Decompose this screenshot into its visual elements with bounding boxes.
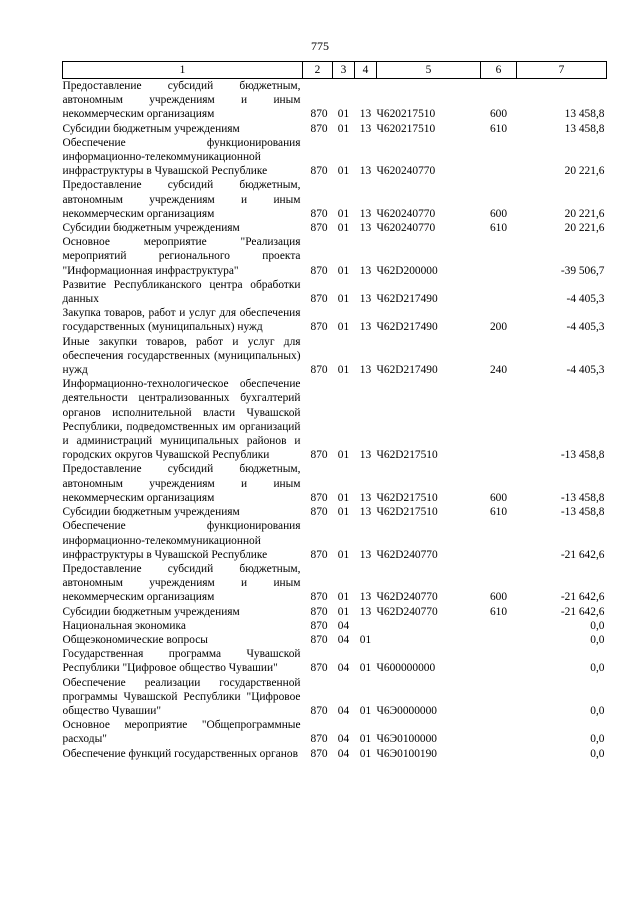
row-code: 870 [310, 321, 328, 334]
row-code: 870 [310, 122, 328, 135]
row-target-article: Ч62D200000 [376, 264, 438, 277]
row-subsection: 13 [359, 264, 372, 277]
row-name: Субсидии бюджетным учреждениям [62, 222, 240, 235]
row-sum: 0,0 [590, 619, 605, 632]
row-section: 01 [337, 122, 350, 135]
table-row [63, 462, 607, 505]
header-cell-2: 2 [303, 62, 333, 79]
row-name: Государственная программа Чувашской Республики "Цифровое общество Чувашии" [62, 648, 301, 675]
row-sum: -21 642,6 [560, 605, 605, 618]
row-expense-type [481, 676, 517, 719]
row-code: 870 [310, 222, 328, 235]
table-row [63, 335, 607, 378]
row-expense-type [481, 519, 517, 562]
row-sum: 13 458,8 [564, 122, 605, 135]
row-target-article: Ч620217510 [376, 122, 436, 135]
table-row [63, 676, 607, 719]
row-code: 870 [310, 506, 328, 519]
row-expense-type: 240 [489, 364, 508, 377]
row-name: Субсидии бюджетным учреждениям [62, 605, 240, 618]
row-name: Основное мероприятие "Реализация мероприятий регионального проекта "Информационная инфраструктура" [62, 236, 301, 277]
row-code: 870 [310, 108, 328, 121]
row-sum: 20 221,6 [564, 207, 605, 220]
row-target-article: Ч600000000 [376, 662, 436, 675]
row-expense-type: 600 [489, 491, 508, 504]
row-code: 870 [310, 733, 328, 746]
row-expense-type [481, 619, 517, 633]
row-sum: -39 506,7 [560, 264, 605, 277]
row-sum: -13 458,8 [560, 506, 605, 519]
row-code: 870 [310, 207, 328, 220]
row-sum: -4 405,3 [566, 321, 605, 334]
row-section: 04 [337, 633, 350, 646]
row-name: Обеспечение реализации государственной программы Чувашской Республики "Цифровое общество Чувашии" [62, 676, 301, 717]
row-target-article: Ч62D217490 [376, 364, 438, 377]
row-expense-type [481, 136, 517, 179]
row-name: Основное мероприятие "Общепрограммные расходы" [62, 719, 301, 746]
row-target-article [377, 633, 481, 647]
row-code: 870 [310, 264, 328, 277]
row-section: 01 [337, 165, 350, 178]
row-expense-type: 600 [489, 108, 508, 121]
row-code: 870 [310, 662, 328, 675]
table-row [63, 619, 607, 633]
row-target-article: Ч62D240770 [376, 591, 438, 604]
row-subsection: 13 [359, 222, 372, 235]
table-row [63, 562, 607, 605]
row-name: Предоставление субсидий бюджетным, автономным учреждениям и иным некоммерческим организациям [62, 562, 301, 604]
row-target-article: Ч62D240770 [376, 605, 438, 618]
row-section: 01 [337, 264, 350, 277]
row-subsection: 13 [359, 591, 372, 604]
row-expense-type: 610 [489, 605, 508, 618]
row-target-article: Ч620240770 [376, 165, 436, 178]
row-subsection: 13 [359, 108, 372, 121]
table-row [63, 221, 607, 235]
row-subsection: 13 [359, 207, 372, 220]
row-code: 870 [310, 591, 328, 604]
row-target-article: Ч6Э0000000 [376, 704, 437, 717]
row-code: 870 [310, 619, 328, 632]
row-subsection [355, 619, 377, 633]
row-subsection: 13 [359, 364, 372, 377]
row-code: 870 [310, 704, 328, 717]
row-expense-type: 600 [489, 207, 508, 220]
row-subsection: 01 [359, 662, 372, 675]
row-section: 01 [337, 491, 350, 504]
table-row [63, 136, 607, 179]
row-code: 870 [310, 605, 328, 618]
row-section: 01 [337, 548, 350, 561]
row-section: 01 [337, 591, 350, 604]
row-name: Субсидии бюджетным учреждениям [62, 506, 240, 519]
row-section: 04 [337, 662, 350, 675]
row-section: 01 [337, 605, 350, 618]
row-target-article: Ч620240770 [376, 222, 436, 235]
row-subsection: 13 [359, 605, 372, 618]
row-expense-type [481, 278, 517, 306]
row-section: 01 [337, 449, 350, 462]
row-target-article: Ч62D240770 [376, 548, 438, 561]
row-sum: 0,0 [590, 704, 605, 717]
row-target-article [377, 619, 481, 633]
row-sum: 0,0 [590, 662, 605, 675]
header-cell-7: 7 [517, 62, 607, 79]
row-target-article: Ч620240770 [376, 207, 436, 220]
row-name: Предоставление субсидий бюджетным, автономным учреждениям и иным некоммерческим организациям [62, 80, 301, 121]
table-row [63, 647, 607, 675]
table-header [63, 62, 607, 79]
row-section: 04 [337, 619, 350, 632]
table-row [63, 633, 607, 647]
row-target-article: Ч62D217510 [376, 449, 438, 462]
row-sum: 0,0 [590, 633, 605, 646]
row-sum: -21 642,6 [560, 548, 605, 561]
row-subsection: 13 [359, 321, 372, 334]
row-sum: 13 458,8 [564, 108, 605, 121]
row-code: 870 [310, 633, 328, 646]
row-expense-type: 200 [489, 321, 508, 334]
budget-table [62, 61, 607, 761]
row-section: 01 [337, 108, 350, 121]
row-sum: 0,0 [590, 747, 605, 760]
row-section: 01 [337, 293, 350, 306]
table-row [63, 278, 607, 306]
row-name: Иные закупки товаров, работ и услуг для обеспечения государственных (муниципальных) нужд [62, 335, 301, 377]
row-name: Предоставление субсидий бюджетным, автономным учреждениям и иным некоммерческим организациям [62, 463, 301, 504]
row-target-article: Ч6Э0100000 [376, 733, 437, 746]
row-name: Обеспечение функций государственных органов [62, 747, 298, 760]
row-subsection: 01 [359, 633, 372, 646]
row-target-article: Ч6Э0100190 [376, 747, 437, 760]
row-expense-type [481, 235, 517, 278]
table-row [63, 519, 607, 562]
row-sum: -4 405,3 [566, 293, 605, 306]
header-cell-3: 3 [333, 62, 355, 79]
row-expense-type: 610 [489, 506, 508, 519]
row-expense-type: 610 [489, 122, 508, 135]
row-target-article: Ч62D217490 [376, 321, 438, 334]
row-section: 04 [337, 747, 350, 760]
row-name: Развитие Республиканского центра обработки данных [62, 278, 301, 306]
row-code: 870 [310, 364, 328, 377]
row-code: 870 [310, 165, 328, 178]
row-expense-type [481, 647, 517, 675]
row-code: 870 [310, 548, 328, 561]
row-target-article: Ч620217510 [376, 108, 436, 121]
row-subsection: 13 [359, 122, 372, 135]
table-row [63, 122, 607, 136]
row-expense-type [481, 377, 517, 462]
row-sum: 20 221,6 [564, 222, 605, 235]
table-row [63, 377, 607, 462]
row-expense-type: 610 [489, 222, 508, 235]
row-subsection: 01 [359, 733, 372, 746]
row-subsection: 01 [359, 704, 372, 717]
row-code: 870 [310, 491, 328, 504]
row-expense-type [481, 747, 517, 761]
header-cell-1: 1 [63, 62, 303, 79]
row-section: 01 [337, 222, 350, 235]
table-body [63, 79, 607, 761]
row-code: 870 [310, 747, 328, 760]
row-name: Обеспечение функционирования информационно-телекоммуникационной инфраструктуры в Чувашской Республике [62, 136, 301, 178]
row-sum: -21 642,6 [560, 591, 605, 604]
row-expense-type [481, 718, 517, 746]
row-section: 01 [337, 207, 350, 220]
row-section: 01 [337, 364, 350, 377]
row-sum: -4 405,3 [566, 364, 605, 377]
row-name: Обеспечение функционирования информационно-телекоммуникационной инфраструктуры в Чувашской Республике [62, 520, 301, 561]
row-subsection: 13 [359, 293, 372, 306]
row-expense-type: 600 [489, 591, 508, 604]
row-sum: -13 458,8 [560, 449, 605, 462]
table-row [63, 235, 607, 278]
row-subsection: 01 [359, 747, 372, 760]
table-row [63, 747, 607, 761]
page-number: 775 [311, 39, 329, 53]
row-target-article: Ч62D217510 [376, 506, 438, 519]
row-subsection: 13 [359, 165, 372, 178]
row-code: 870 [310, 293, 328, 306]
row-name: Закупка товаров, работ и услуг для обеспечения государственных (муниципальных) нужд [62, 307, 301, 334]
header-cell-5: 5 [377, 62, 481, 79]
row-name: Предоставление субсидий бюджетным, автономным учреждениям и иным некоммерческим организациям [62, 179, 301, 220]
header-row [63, 62, 607, 79]
row-target-article: Ч62D217510 [376, 491, 438, 504]
row-section: 04 [337, 704, 350, 717]
row-subsection: 13 [359, 491, 372, 504]
row-section: 04 [337, 733, 350, 746]
row-sum: 0,0 [590, 733, 605, 746]
row-name: Субсидии бюджетным учреждениям [62, 122, 240, 135]
row-name: Информационно-технологическое обеспечение деятельности централизованных бухгалтерий органов исполнительной власти Чувашской Республики, подведомственных им организаций и администраций муниципальных районов и городских округов Чувашской Республики [62, 378, 301, 462]
table-row [63, 718, 607, 746]
row-name: Общеэкономические вопросы [62, 633, 208, 646]
table-row [63, 306, 607, 334]
table-row [63, 178, 607, 221]
table-row [63, 79, 607, 122]
row-name: Национальная экономика [62, 619, 186, 632]
row-code: 870 [310, 449, 328, 462]
row-subsection: 13 [359, 449, 372, 462]
row-section: 01 [337, 506, 350, 519]
row-sum: 20 221,6 [564, 165, 605, 178]
row-section: 01 [337, 321, 350, 334]
header-cell-4: 4 [355, 62, 377, 79]
row-sum: -13 458,8 [560, 491, 605, 504]
row-target-article: Ч62D217490 [376, 293, 438, 306]
row-subsection: 13 [359, 506, 372, 519]
row-subsection: 13 [359, 548, 372, 561]
table-row [63, 605, 607, 619]
row-expense-type [481, 633, 517, 647]
table-row [63, 505, 607, 519]
header-cell-6: 6 [481, 62, 517, 79]
